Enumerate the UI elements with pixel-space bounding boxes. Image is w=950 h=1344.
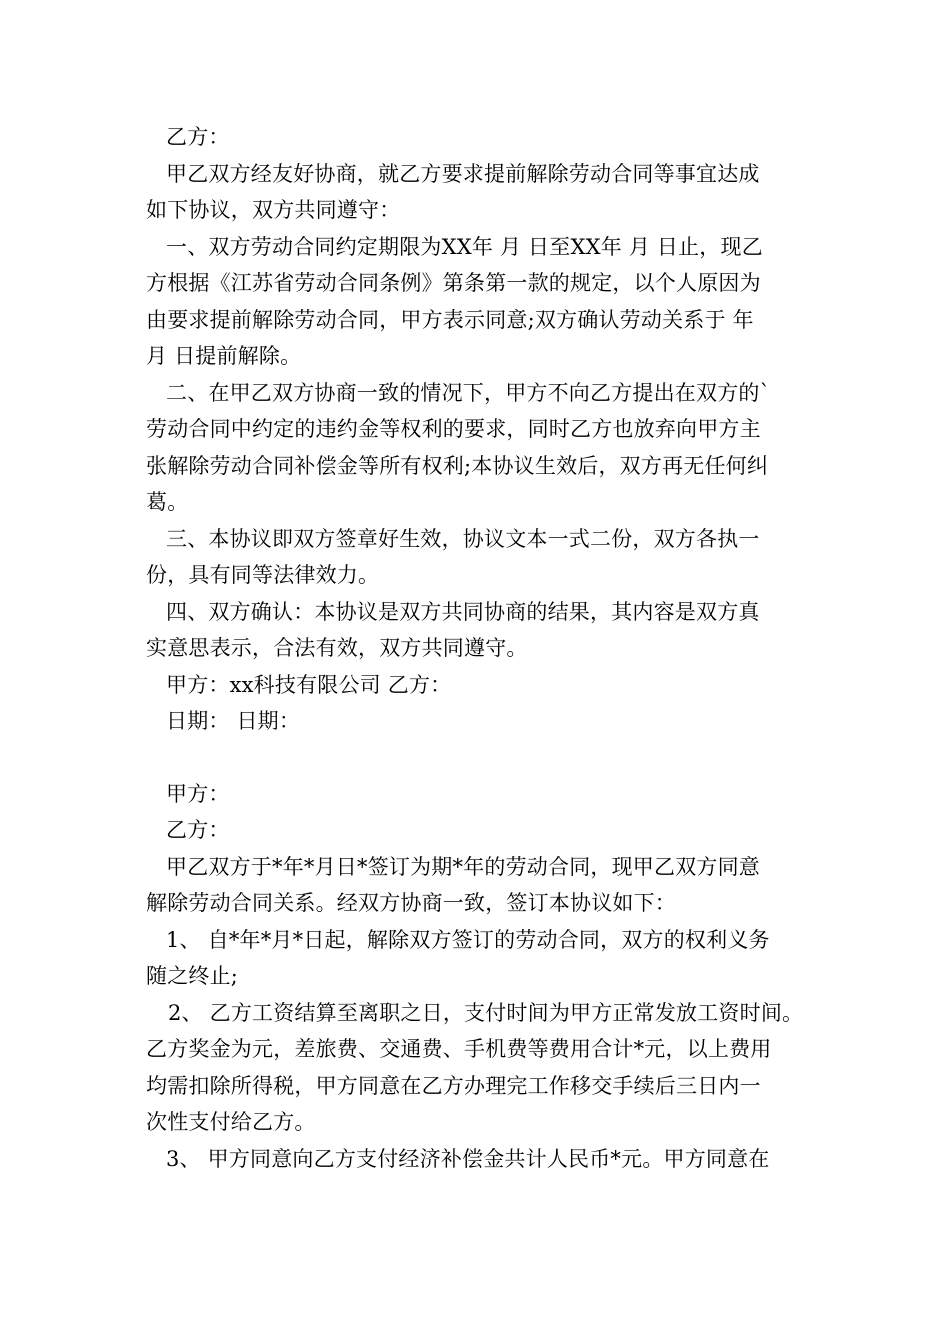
item-2-line: 次性支付给乙方。 bbox=[146, 1110, 316, 1134]
item-2-line: 乙方奖金为元，差旅费、交通费、手机费等费用合计*元，以上费用 bbox=[146, 1037, 772, 1061]
item-1-line: 随之终止; bbox=[146, 964, 239, 988]
party-a-label: 甲方： bbox=[166, 781, 230, 806]
paragraph-line: 甲乙双方于*年*月日*签订为期*年的劳动合同，现甲乙双方同意 bbox=[166, 854, 760, 879]
clause-1-line: 方根据《江苏省劳动合同条例》第条第一款的规定，以个人原因为 bbox=[146, 271, 761, 295]
paragraph-line: 解除劳动合同关系。经双方协商一致，签订本协议如下： bbox=[146, 891, 676, 915]
section-gap bbox=[146, 740, 816, 776]
clause-3-line: 份，具有同等法律效力。 bbox=[146, 563, 380, 587]
paragraph-line: 甲乙双方经友好协商，就乙方要求提前解除劳动合同等事宜达成 bbox=[166, 161, 760, 186]
item-2-line: 2、 乙方工资结算至离职之日，支付时间为甲方正常发放工资时间。 bbox=[168, 1000, 804, 1025]
document-body bbox=[146, 119, 816, 1177]
clause-2-line: 劳动合同中约定的违约金等权利的要求，同时乙方也放弃向甲方主 bbox=[146, 417, 761, 441]
clause-1-line: 一、双方劳动合同约定期限为XX年 月 日至XX年 月 日止，现乙 bbox=[166, 234, 763, 259]
clause-4-line: 四、双方确认：本协议是双方共同协商的结果，其内容是双方真 bbox=[166, 599, 760, 624]
party-b-label: 乙方： bbox=[166, 818, 230, 842]
clause-1-line: 由要求提前解除劳动合同，甲方表示同意;双方确认劳动关系于 年 bbox=[146, 307, 754, 332]
clause-1-line: 月 日提前解除。 bbox=[146, 344, 302, 368]
clause-2-line: 葛。 bbox=[146, 490, 189, 514]
date-line: 日期： 日期： bbox=[166, 709, 301, 733]
party-b-label: 乙方： bbox=[166, 125, 230, 149]
item-2-line: 均需扣除所得税，甲方同意在乙方办理完工作移交手续后三日内一 bbox=[146, 1073, 761, 1098]
clause-4-line: 实意思表示，合法有效，双方共同遵守。 bbox=[146, 636, 528, 660]
item-3-line: 3、 甲方同意向乙方支付经济补偿金共计人民币*元。甲方同意在 bbox=[166, 1146, 770, 1171]
paragraph-line: 如下协议，双方共同遵守： bbox=[146, 198, 401, 222]
item-1-line: 1、 自*年*月*日起，解除双方签订的劳动合同，双方的权利义务 bbox=[166, 927, 770, 952]
clause-2-line: 张解除劳动合同补偿金等所有权利;本协议生效后，双方再无任何纠 bbox=[146, 453, 769, 478]
signature-line: 甲方：xx科技有限公司 乙方： bbox=[166, 672, 452, 697]
clause-2-line: 二、在甲乙双方协商一致的情况下，甲方不向乙方提出在双方的` bbox=[166, 380, 771, 405]
clause-3-line: 三、本协议即双方签章好生效，协议文本一式二份，双方各执一 bbox=[166, 526, 760, 551]
